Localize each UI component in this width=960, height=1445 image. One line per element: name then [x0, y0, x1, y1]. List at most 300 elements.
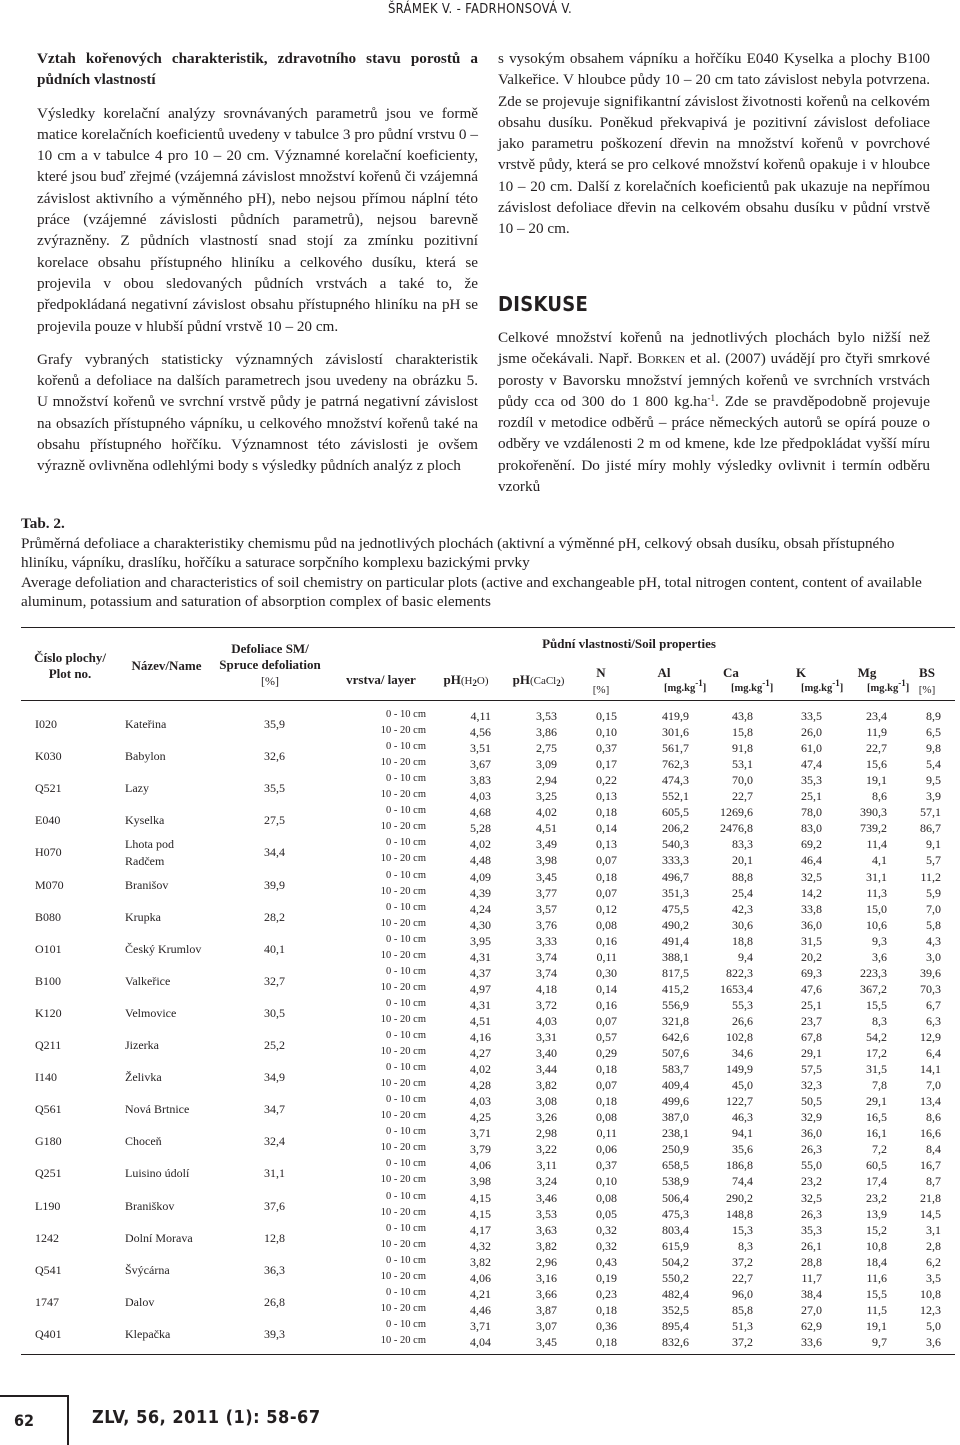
soil-value: 3,87 — [536, 1302, 557, 1317]
header-ph-h2o: $pH(H_2O)$ — [443, 672, 489, 688]
plot-code: L190 — [35, 1198, 61, 1213]
plot-name: Krupka — [125, 909, 161, 924]
soil-value: 0,15 — [596, 709, 617, 723]
defoliation-value: 40,1 — [264, 941, 285, 956]
plot-code: K120 — [35, 1005, 62, 1020]
diskuse-heading: DISKUSE — [498, 291, 589, 316]
soil-value: 96,0 — [732, 1286, 753, 1301]
soil-value: 4,32 — [470, 1238, 491, 1253]
defoliation-value: 25,2 — [264, 1038, 285, 1052]
soil-value: 4,21 — [470, 1286, 491, 1301]
soil-value: 0,11 — [596, 949, 617, 964]
plot-code: G180 — [35, 1134, 62, 1149]
plot-name: Dolní Morava — [125, 1230, 193, 1245]
soil-value: 3,07 — [536, 1318, 557, 1333]
soil-value: 3,77 — [536, 885, 557, 900]
soil-value: 1269,6 — [720, 805, 753, 820]
paragraph-diskuse: Celkové množství kořenů na jednotlivých plochách bylo nižší než jsme očekávali. Např. Borken et al. (2007) uvádějí pro čtyři smrkové porosty v Bavorsku množství jemných kořenů ve svrchních vrstvách půdy cca od 300 do 1 800 $kg.ha^{-1}$. Zde se pravděpodobně projevuje rozdíl v metodice odběrů – práce německých autorů se opírá pouze o odběry ve vzdálenosti 2 m od kmene, kde lze předpokládat vyšší míru prokořenění. Do jisté míry mohly výsledky ovlivnit i termín odběru vzorků — [498, 328, 930, 496]
soil-value: 31,5 — [801, 933, 822, 948]
defoliation-value: 39,3 — [264, 1326, 285, 1341]
soil-value: 0,10 — [596, 725, 617, 739]
soil-value: 9,4 — [738, 949, 753, 964]
soil-value: 0,43 — [596, 1254, 617, 1269]
soil-value: 54,2 — [866, 1030, 887, 1044]
soil-value: 50,5 — [801, 1094, 822, 1109]
soil-value: 13,4 — [920, 1094, 941, 1109]
soil-value: 4,03 — [470, 1094, 491, 1109]
soil-value: 238,1 — [662, 1126, 689, 1141]
layer-depth: 10 - 20 cm — [380, 949, 426, 961]
defoliation-value: 39,9 — [264, 877, 285, 892]
soil-value: 895,4 — [662, 1318, 689, 1333]
soil-value: 3,67 — [470, 757, 491, 772]
soil-value: 38,4 — [801, 1286, 822, 1301]
soil-value: 739,2 — [860, 821, 887, 836]
soil-value: 1653,4 — [720, 981, 753, 996]
soil-value: 3,31 — [536, 1030, 557, 1044]
soil-value: 94,1 — [732, 1126, 753, 1141]
header-plot: Číslo plochy/ Plot no. — [34, 650, 106, 681]
soil-value: 0,08 — [596, 1190, 617, 1205]
soil-value: 4,03 — [536, 1013, 557, 1028]
soil-value: 0,18 — [596, 1094, 617, 1109]
soil-value: 4,37 — [470, 965, 491, 980]
plot-name-line2: Radčem — [125, 854, 165, 869]
header-ca: Ca $[mg.kg^{-1}]$ — [723, 665, 774, 694]
soil-value: 3,49 — [536, 837, 557, 852]
soil-value: 186,8 — [726, 1158, 753, 1173]
soil-value: 51,3 — [732, 1318, 753, 1333]
plot-code: M070 — [35, 877, 64, 892]
soil-value: 475,3 — [662, 1206, 689, 1221]
soil-value: 4,31 — [470, 997, 491, 1012]
soil-value: 538,9 — [662, 1174, 689, 1189]
soil-value: 33,8 — [801, 901, 822, 916]
soil-value: 4,51 — [536, 821, 557, 836]
defoliation-value: 30,5 — [264, 1005, 285, 1020]
soil-value: 8,3 — [738, 1238, 753, 1253]
soil-value: 19,1 — [866, 773, 887, 788]
soil-value: 333,3 — [662, 853, 689, 868]
soil-value: 4,18 — [536, 981, 557, 996]
soil-value: 409,4 — [662, 1078, 689, 1093]
defoliation-value: 31,1 — [264, 1166, 285, 1181]
soil-value: 0,10 — [596, 1174, 617, 1189]
soil-value: 16,6 — [920, 1126, 941, 1141]
plot-name: Branišov — [125, 877, 169, 892]
soil-value: 4,27 — [470, 1046, 491, 1060]
soil-value: 822,3 — [726, 965, 753, 980]
soil-value: 11,9 — [866, 725, 887, 739]
header-defoliation: Defoliace SM/ Spruce defoliation [%] — [219, 641, 321, 688]
soil-value: 3,44 — [536, 1062, 557, 1077]
plot-name: Kateřina — [125, 717, 167, 731]
soil-value: 506,4 — [662, 1190, 689, 1205]
soil-value: 10,8 — [920, 1286, 941, 1301]
defoliation-value: 32,4 — [264, 1134, 285, 1149]
soil-value: 0,18 — [596, 805, 617, 820]
layer-depth: 0 - 10 cm — [386, 1222, 426, 1234]
soil-value: 552,1 — [662, 789, 689, 804]
soil-value: 3,86 — [536, 725, 557, 739]
layer-depth: 10 - 20 cm — [380, 917, 426, 929]
soil-value: 88,8 — [732, 869, 753, 884]
soil-value: 490,2 — [662, 917, 689, 932]
soil-value: 0,18 — [596, 1062, 617, 1077]
soil-value: 0,13 — [596, 789, 617, 804]
soil-value: 0,08 — [596, 1110, 617, 1125]
plot-name: Nová Brtnice — [125, 1102, 190, 1117]
plot-name: Luisino údolí — [125, 1166, 190, 1181]
plot-name: Braniškov — [125, 1198, 175, 1213]
plot-code: I140 — [35, 1070, 57, 1085]
layer-depth: 10 - 20 cm — [380, 1013, 426, 1025]
soil-value: 3,72 — [536, 997, 557, 1012]
soil-value: 4,06 — [470, 1158, 491, 1173]
soil-value: 762,3 — [662, 757, 689, 772]
paragraph-continuation: s vysokým obsahem vápníku a hořčíku E040 Kyselka a plochy B100 Valkeřice. V hloubce půdy 10 – 20 cm tato závislost nebyla potvrzena. Zde se projevuje signifikantní závislost životnosti kořenů na celkovém obsahu dusíku. Poněkud překvapivá je pozitivní závislost defoliace jako parametru poškození dřevin na množství kořenů v povrchové vrstvě půdy, která se pro celkové množství kořenů opakuje i v hloubce 10 – 20 cm. Další z korelačních koeficientů pak ukazuje na nepřímou závislost defoliace dřevin na celkovém obsahu dusíku v půdní vrstvě 10 – 20 cm. — [498, 50, 930, 238]
soil-value: 3,08 — [536, 1094, 557, 1109]
soil-value: 37,2 — [732, 1254, 753, 1269]
defoliation-value: 28,2 — [264, 909, 285, 924]
page-number: 62 — [14, 1411, 35, 1430]
soil-value: 351,3 — [662, 885, 689, 900]
plot-code: K030 — [35, 749, 62, 764]
soil-value: 0,36 — [596, 1318, 617, 1333]
defoliation-value: 32,6 — [264, 749, 285, 764]
layer-depth: 0 - 10 cm — [386, 869, 426, 881]
soil-value: 3,71 — [470, 1318, 491, 1333]
defoliation-value: 35,5 — [264, 781, 285, 796]
soil-value: 3,09 — [536, 757, 557, 772]
layer-depth: 10 - 20 cm — [380, 981, 426, 993]
soil-value: 3,11 — [536, 1158, 557, 1173]
soil-value: 26,6 — [732, 1013, 753, 1028]
soil-value: 0,07 — [596, 1013, 617, 1028]
plot-name: Valkeřice — [125, 973, 171, 988]
soil-value: 53,1 — [732, 757, 753, 772]
layer-depth: 10 - 20 cm — [380, 1270, 426, 1282]
soil-value: 46,3 — [732, 1110, 753, 1125]
soil-value: 15,8 — [732, 725, 753, 739]
layer-depth: 0 - 10 cm — [386, 741, 426, 753]
soil-value: 37,2 — [732, 1334, 753, 1349]
defoliation-value: 12,8 — [264, 1230, 285, 1245]
plot-name: Želivka — [125, 1070, 162, 1085]
defoliation-value: 35,9 — [264, 717, 285, 731]
defoliation-value: 34,9 — [264, 1070, 285, 1085]
soil-value: 16,5 — [866, 1110, 887, 1125]
defoliation-value: 34,7 — [264, 1102, 285, 1117]
soil-value: 3,45 — [536, 1334, 557, 1349]
soil-value: 26,3 — [801, 1142, 822, 1157]
soil-value: 33,5 — [801, 709, 822, 723]
soil-value: 2,98 — [536, 1126, 557, 1141]
soil-value: 4,17 — [470, 1222, 491, 1237]
defoliation-value: 26,8 — [264, 1294, 285, 1309]
right-column — [498, 48, 930, 497]
soil-value: 3,40 — [536, 1046, 557, 1060]
plot-code: 1747 — [35, 1294, 59, 1309]
section-heading: Vztah kořenových charakteristik, zdravotního stavu porostů a půdních vlastností — [37, 50, 478, 89]
soil-value: 803,4 — [662, 1222, 689, 1237]
soil-value: 390,3 — [860, 805, 887, 820]
soil-value: 14,5 — [920, 1206, 941, 1221]
soil-value: 0,06 — [596, 1142, 617, 1157]
soil-value: 387,0 — [662, 1110, 689, 1125]
soil-value: 7,8 — [872, 1078, 887, 1093]
soil-value: 20,1 — [732, 853, 753, 868]
soil-value: 2,75 — [536, 741, 557, 756]
soil-value: 35,3 — [801, 773, 822, 788]
soil-value: 4,31 — [470, 949, 491, 964]
soil-value: 31,1 — [866, 869, 887, 884]
soil-value: 832,6 — [662, 1334, 689, 1349]
soil-value: 5,0 — [926, 1318, 941, 1333]
paragraph-graphs: Grafy vybraných statisticky významných závislostí charakteristik kořenů a defoliace na dalších parametrech jsou uvedeny na obrázku 5. U množství kořenů ve svrchní vrstvě půdy je patrná negativní závislost na obsazích přístupného vápníku, u celkového množství kořenů také na obsahu přístupného hořčíku. Významnost této závislosti je ovšem výrazně ovlivněna odlehlými body s výsledky půdních analýz z ploch — [37, 350, 478, 475]
soil-value: 61,0 — [801, 741, 822, 756]
soil-value: 35,6 — [732, 1142, 753, 1157]
plot-code: B100 — [35, 973, 62, 988]
soil-value: 0,23 — [596, 1286, 617, 1301]
soil-value: 6,5 — [926, 725, 941, 739]
soil-value: 30,6 — [732, 917, 753, 932]
soil-value: 69,2 — [801, 837, 822, 852]
soil-value: 0,37 — [596, 1158, 617, 1173]
plot-name: Švýcárna — [125, 1262, 170, 1277]
page-footer — [0, 1395, 960, 1445]
soil-value: 3,25 — [536, 789, 557, 804]
soil-value: 4,3 — [926, 933, 941, 948]
soil-value: 22,7 — [732, 789, 753, 804]
soil-value: 0,07 — [596, 1078, 617, 1093]
soil-value: 0,08 — [596, 917, 617, 932]
soil-value: 16,1 — [866, 1126, 887, 1141]
soil-value: 8,6 — [926, 1110, 941, 1125]
soil-value: 0,14 — [596, 821, 617, 836]
soil-value: 3,16 — [536, 1270, 557, 1285]
header-n: N [%] — [592, 665, 610, 696]
plot-code: H070 — [35, 845, 62, 860]
soil-value: 583,7 — [662, 1062, 689, 1077]
layer-depth: 10 - 20 cm — [380, 725, 426, 736]
soil-value: 149,9 — [726, 1062, 753, 1077]
soil-value: 2,8 — [926, 1238, 941, 1253]
paragraph-correlation: Výsledky korelační analýzy srovnávaných parametrů jsou ve formě matice korelačních koeficientů uvedeny v tabulce 3 pro půdní vrstvu 0 – 10 cm a v tabulce 4 pro 10 – 20 cm. Významné korelační koeficienty, které jsou buď zřejmé (vzájemná závislost množství kořenů či vzájemná závislost aktivního a výměnného pH), nebo nejsou přímou náplní této práce (vzájemné závislosti půdních parametrů), nejsou barevně zvýrazněny. Z půdních vlastností snad stojí za zmínku pozitivní korelace obsahu přístupného hliníku a celkového dusíku, která se projevila v obou sledovaných půdních vrstvách a také to, že předpokládaná negativní závislost obsahu přístupného hliníku na pH se projevila pouze v hlubší půdní vrstvě 10 – 20 cm. — [37, 104, 478, 335]
header-al: Al $[mg.kg^{-1}]$ — [657, 665, 707, 694]
plot-name: Kyselka — [125, 813, 165, 828]
soil-value: 419,9 — [662, 709, 689, 723]
soil-value: 23,4 — [866, 709, 887, 723]
soil-value: 550,2 — [662, 1270, 689, 1285]
soil-value: 18,8 — [732, 933, 753, 948]
soil-value: 86,7 — [920, 821, 941, 836]
soil-value: 496,7 — [662, 869, 689, 884]
soil-value: 34,6 — [732, 1046, 753, 1060]
soil-value: 22,7 — [732, 1270, 753, 1285]
soil-value: 11,6 — [866, 1270, 887, 1285]
left-column — [37, 48, 478, 477]
layer-depth: 10 - 20 cm — [380, 1334, 426, 1346]
soil-table — [21, 627, 955, 1355]
soil-value: 32,3 — [801, 1078, 822, 1093]
soil-value: 3,26 — [536, 1110, 557, 1125]
soil-value: 4,02 — [470, 837, 491, 852]
layer-depth: 0 - 10 cm — [386, 997, 426, 1009]
soil-value: 70,0 — [732, 773, 753, 788]
layer-depth: 0 - 10 cm — [386, 901, 426, 913]
soil-value: 3,5 — [926, 1270, 941, 1285]
soil-value: 3,22 — [536, 1142, 557, 1157]
plot-code: 1242 — [35, 1230, 59, 1245]
soil-value: 0,16 — [596, 933, 617, 948]
soil-value: 29,1 — [801, 1046, 822, 1060]
soil-value: 3,98 — [470, 1174, 491, 1189]
soil-value: 10,6 — [866, 917, 887, 932]
plot-code: Q251 — [35, 1166, 62, 1181]
soil-value: 0,13 — [596, 837, 617, 852]
soil-value: 491,4 — [662, 933, 689, 948]
layer-depth: 10 - 20 cm — [380, 1302, 426, 1314]
plot-name: Klepačka — [125, 1326, 171, 1341]
soil-value: 2,96 — [536, 1254, 557, 1269]
soil-value: 42,3 — [732, 901, 753, 916]
soil-value: 3,98 — [536, 853, 557, 868]
plot-code: Q211 — [35, 1038, 62, 1052]
soil-value: 43,8 — [732, 709, 753, 723]
layer-depth: 0 - 10 cm — [386, 1126, 426, 1138]
soil-value: 4,97 — [470, 981, 491, 996]
layer-depth: 0 - 10 cm — [386, 1190, 426, 1202]
soil-value: 21,8 — [920, 1190, 941, 1205]
plot-name: Jizerka — [125, 1038, 159, 1052]
soil-value: 70,3 — [920, 981, 941, 996]
soil-value: 482,4 — [662, 1286, 689, 1301]
soil-value: 14,2 — [801, 885, 822, 900]
soil-value: 290,2 — [726, 1190, 753, 1205]
layer-depth: 10 - 20 cm — [380, 757, 426, 769]
layer-depth: 0 - 10 cm — [386, 1158, 426, 1170]
soil-value: 0,11 — [596, 1126, 617, 1141]
soil-value: 7,2 — [872, 1142, 887, 1157]
soil-value: 25,1 — [801, 789, 822, 804]
soil-value: 57,1 — [920, 805, 941, 820]
header-bs: BS [%] — [918, 665, 936, 696]
layer-depth: 0 - 10 cm — [386, 1062, 426, 1074]
layer-depth: 10 - 20 cm — [380, 1078, 426, 1090]
soil-value: 31,5 — [866, 1062, 887, 1077]
soil-value: 5,7 — [926, 853, 941, 868]
soil-value: 6,4 — [926, 1046, 941, 1060]
soil-value: 11,2 — [920, 869, 941, 884]
soil-value: 0,05 — [596, 1206, 617, 1221]
soil-value: 6,3 — [926, 1013, 941, 1028]
plot-code: Q561 — [35, 1102, 62, 1117]
plot-name: Choceň — [125, 1134, 162, 1149]
soil-value: 47,4 — [801, 757, 822, 772]
soil-value: 0,32 — [596, 1238, 617, 1253]
soil-value: 561,7 — [662, 741, 689, 756]
soil-value: 4,51 — [470, 1013, 491, 1028]
plot-name: Babylon — [125, 749, 166, 764]
caption-english: Average defoliation and characteristics of soil chemistry on particular plots (active and exchangeable pH, total nitrogen content, content of available aluminum, potassium and saturation of absorption complex of basic elements — [21, 573, 922, 610]
soil-value: 9,3 — [872, 933, 887, 948]
soil-value: 4,04 — [470, 1334, 491, 1349]
page-number-box — [0, 1395, 69, 1445]
defoliation-value: 32,7 — [264, 973, 285, 988]
soil-value: 15,5 — [866, 997, 887, 1012]
header-mg: Mg $[mg.kg^{-1}]$ — [857, 665, 910, 694]
soil-value: 15,3 — [732, 1222, 753, 1237]
soil-value: 3,1 — [926, 1222, 941, 1237]
soil-value: 8,7 — [926, 1174, 941, 1189]
caption-czech: Průměrná defoliace a charakteristiky chemismu půd na jednotlivých plochách (aktivní a výměnné pH, celkový obsah dusíku, obsah přístupného hliníku, vápníku, draslíku, hořčíku a saturace sorpčního komplexu bazickými prvky — [21, 534, 895, 571]
soil-value: 45,0 — [732, 1078, 753, 1093]
soil-value: 4,16 — [470, 1030, 491, 1044]
soil-value: 12,9 — [920, 1030, 941, 1044]
soil-value: 4,02 — [470, 1062, 491, 1077]
soil-value: 3,45 — [536, 869, 557, 884]
soil-value: 55,3 — [732, 997, 753, 1012]
soil-value: 0,30 — [596, 965, 617, 980]
soil-value: 55,0 — [801, 1158, 822, 1173]
soil-value: 0,07 — [596, 853, 617, 868]
soil-value: 0,22 — [596, 773, 617, 788]
soil-value: 3,74 — [536, 949, 557, 964]
soil-value: 5,4 — [926, 757, 941, 772]
soil-value: 62,9 — [801, 1318, 822, 1333]
soil-value: 27,0 — [801, 1302, 822, 1317]
layer-depth: 10 - 20 cm — [380, 821, 426, 833]
soil-value: 5,9 — [926, 885, 941, 900]
soil-value: 4,1 — [872, 853, 887, 868]
header-k: K $[mg.kg^{-1}]$ — [795, 665, 844, 694]
soil-value: 74,4 — [732, 1174, 753, 1189]
soil-value: 13,9 — [866, 1206, 887, 1221]
layer-depth: 10 - 20 cm — [380, 1142, 426, 1154]
soil-value: 4,48 — [470, 853, 491, 868]
soil-value: 0,29 — [596, 1046, 617, 1060]
layer-depth: 0 - 10 cm — [386, 1286, 426, 1298]
layer-depth: 10 - 20 cm — [380, 1238, 426, 1250]
soil-value: 3,6 — [872, 949, 887, 964]
soil-value: 3,0 — [926, 949, 941, 964]
soil-value: 4,30 — [470, 917, 491, 932]
soil-value: 20,2 — [801, 949, 822, 964]
soil-value: 3,46 — [536, 1190, 557, 1205]
plot-code: Q541 — [35, 1262, 62, 1277]
plot-code: O101 — [35, 941, 62, 956]
soil-value: 605,5 — [662, 805, 689, 820]
soil-value: 4,24 — [470, 901, 491, 916]
soil-value: 3,71 — [470, 1126, 491, 1141]
soil-value: 10,8 — [866, 1238, 887, 1253]
soil-value: 85,8 — [732, 1302, 753, 1317]
soil-value: 15,5 — [866, 1286, 887, 1301]
soil-value: 148,8 — [726, 1206, 753, 1221]
plot-code: B080 — [35, 909, 62, 924]
layer-depth: 10 - 20 cm — [380, 853, 426, 865]
soil-value: 475,5 — [662, 901, 689, 916]
soil-value: 91,8 — [732, 741, 753, 756]
soil-value: 504,2 — [662, 1254, 689, 1269]
soil-value: 0,57 — [596, 1030, 617, 1044]
soil-value: 11,7 — [801, 1270, 822, 1285]
soil-value: 36,0 — [801, 917, 822, 932]
soil-value: 3,95 — [470, 933, 491, 948]
soil-value: 18,4 — [866, 1254, 887, 1269]
plot-code: Q521 — [35, 781, 62, 796]
